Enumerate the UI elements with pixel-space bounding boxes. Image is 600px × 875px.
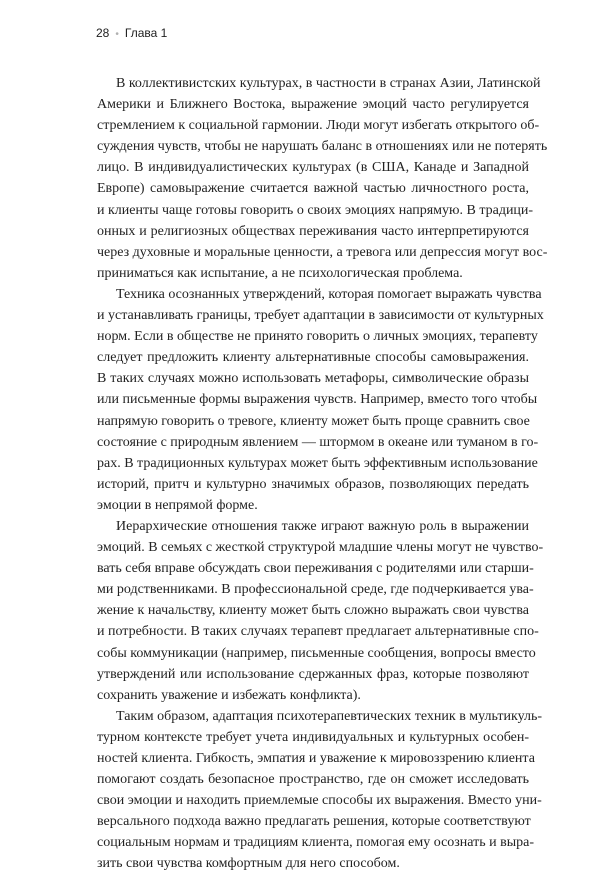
text-line: эмоций. В семьях с жесткой структурой младшие члены могут не чувство- [97,540,544,556]
text-line: помогают создать безопасное пространство, где он сможет исследовать [97,772,529,788]
text-line: онных и религиозных обществах переживания часто интерпретируются [97,223,529,239]
text-line: ми родственниками. В профессиональной среде, где подчеркивается ува- [97,582,534,598]
text-line: ностей клиента. Гибкость, эмпатия и уважение к мировоззрению клиента [97,751,535,766]
text-line: приниматься как испытание, а не психологическая проблема. [97,265,463,281]
text-line: историй, притч и культурно значимых образов, позволяющих передать [97,476,529,492]
running-header [96,26,167,40]
text-line: Таким образом, адаптация психотерапевтических техник в мультикуль- [116,708,543,724]
chapter-title: Глава 1 [124,26,168,40]
text-line: и потребности. В таких случаях терапевт предлагает альтернативные спо- [97,624,539,640]
text-line: норм. Если в обществе не принято говорить о личных эмоциях, терапевту [97,329,538,345]
text-line: Иерархические отношения также играют важную роль в выражении [116,518,529,534]
text-line: турном контексте требует учета индивидуальных и культурных особен- [97,729,529,745]
page-number: 28 [96,26,110,40]
text-line: и клиенты чаще готовы говорить о своих эмоциях напрямую. В традици- [97,202,534,218]
text-line: состояние с природным явлением — штормом в океане или туманом в го- [97,434,539,450]
text-line: лицо. В индивидуалистических культурах (в США, Канаде и Западной [97,160,529,176]
text-line: и устанавливать границы, требует адаптации в зависимости от культурных [97,308,544,324]
text-line: эмоции в непрямой форме. [97,497,258,513]
text-line: жение к начальству, клиенту может быть сложно выражать свои чувства [97,603,529,619]
text-line: В таких случаях можно использовать метафоры, символические образы [97,371,529,387]
text-line: или письменные формы выражения чувств. Например, вместо того чтобы [97,392,538,408]
text-line: через духовные и моральные ценности, а тревога или депрессия могут вос- [97,244,548,260]
text-line: В коллективистских культурах, в частности в странах Азии, Латинской [116,76,541,91]
text-line: стремлением к социальной гармонии. Люди могут избегать открытого об- [97,118,540,134]
text-line: Америки и Ближнего Востока, выражение эмоций часто регулируется [97,97,529,113]
text-line: собы коммуникации (например, письменные сообщения, вопросы вместо [97,645,536,661]
text-line: вать себя вправе обсуждать свои переживания с родителями или старши- [97,561,534,577]
text-line: напрямую говорить о тревоге, клиенту может быть проще сравнить свое [97,413,530,429]
paragraph [97,706,543,875]
paragraph [97,516,544,706]
text-line: утверждений или использование сдержанных фраз, которые позволяют [97,666,529,682]
text-line: Техника осознанных утверждений, которая помогает выражать чувства [116,286,542,302]
text-line: сохранить уважение и избежать конфликта). [97,687,361,703]
paragraph [97,73,548,284]
text-line: свои эмоции и находить приемлемые способы их выражения. Вместо уни- [97,793,542,809]
text-line: Европе) самовыражение считается важной частью личностного роста, [97,181,529,197]
text-line: версального подхода важно предлагать решения, которые соответствуют [97,814,531,830]
separator-dot: • [115,29,119,40]
text-line: зить свои чувства комфортным для него способом. [97,856,400,872]
text-line: социальным нормам и традициям клиента, помогая ему осознать и выра- [97,835,535,851]
text-line: следует предложить клиенту альтернативные способы самовыражения. [97,350,529,366]
text-line: рах. В традиционных культурах может быть эффективным использование [97,455,538,471]
body-text [97,73,548,875]
text-line: суждения чувств, чтобы не нарушать баланс в отношениях или не потерять [97,139,548,155]
paragraph [97,284,544,516]
